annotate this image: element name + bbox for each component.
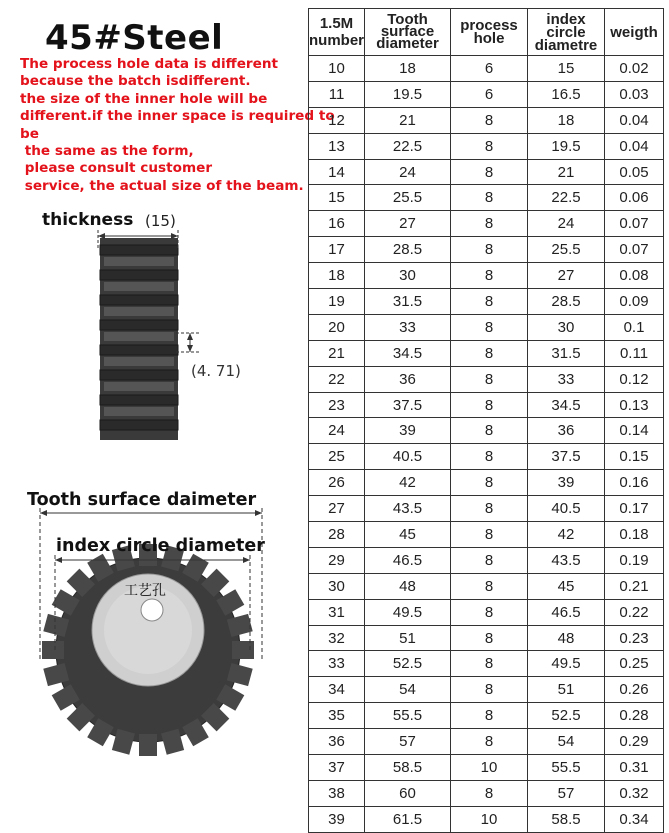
cell-weight: 0.14 xyxy=(605,418,664,444)
cell-index-diameter: 31.5 xyxy=(528,340,605,366)
cell-index-diameter: 24 xyxy=(528,211,605,237)
cell-tooth-diameter: 37.5 xyxy=(365,392,451,418)
cell-tooth-diameter: 60 xyxy=(365,780,451,806)
cell-index-diameter: 45 xyxy=(528,573,605,599)
cell-tooth-diameter: 22.5 xyxy=(365,133,451,159)
cell-index-diameter: 33 xyxy=(528,366,605,392)
cell-process-hole: 8 xyxy=(451,185,528,211)
cell-index-diameter: 27 xyxy=(528,263,605,289)
cell-number: 23 xyxy=(309,392,365,418)
table-row xyxy=(309,496,664,522)
table-row xyxy=(309,755,664,781)
cell-number: 31 xyxy=(309,599,365,625)
cell-number: 29 xyxy=(309,547,365,573)
table-row xyxy=(309,392,664,418)
header-number: 1.5M number xyxy=(309,9,365,56)
cell-process-hole: 10 xyxy=(451,755,528,781)
cell-weight: 0.13 xyxy=(605,392,664,418)
cell-process-hole: 10 xyxy=(451,806,528,832)
cell-tooth-diameter: 18 xyxy=(365,56,451,82)
cell-process-hole: 8 xyxy=(451,237,528,263)
cell-weight: 0.22 xyxy=(605,599,664,625)
gear-side-view xyxy=(98,230,200,440)
cell-index-diameter: 36 xyxy=(528,418,605,444)
cell-tooth-diameter: 39 xyxy=(365,418,451,444)
cell-weight: 0.28 xyxy=(605,703,664,729)
cell-weight: 0.32 xyxy=(605,780,664,806)
cell-index-diameter: 57 xyxy=(528,780,605,806)
cell-number: 10 xyxy=(309,56,365,82)
cell-process-hole: 8 xyxy=(451,625,528,651)
cell-process-hole: 8 xyxy=(451,159,528,185)
cell-index-diameter: 21 xyxy=(528,159,605,185)
cell-tooth-diameter: 30 xyxy=(365,263,451,289)
cell-process-hole: 8 xyxy=(451,651,528,677)
note-line: the size of the inner hole will be xyxy=(20,90,268,107)
cell-index-diameter: 52.5 xyxy=(528,703,605,729)
index-circle-label: index circle diameter xyxy=(56,536,265,556)
cell-tooth-diameter: 58.5 xyxy=(365,755,451,781)
cell-process-hole: 8 xyxy=(451,314,528,340)
table-row xyxy=(309,444,664,470)
cell-process-hole: 6 xyxy=(451,56,528,82)
table-row xyxy=(309,56,664,82)
cell-process-hole: 8 xyxy=(451,470,528,496)
cell-process-hole: 8 xyxy=(451,780,528,806)
table-row xyxy=(309,133,664,159)
table-row xyxy=(309,573,664,599)
cell-tooth-diameter: 34.5 xyxy=(365,340,451,366)
cell-number: 35 xyxy=(309,703,365,729)
cell-number: 18 xyxy=(309,263,365,289)
cell-tooth-diameter: 55.5 xyxy=(365,703,451,729)
note-line: The process hole data is different xyxy=(20,56,279,72)
note-line: different.if the inner space is required to xyxy=(20,108,335,125)
cell-index-diameter: 19.5 xyxy=(528,133,605,159)
cell-index-diameter: 40.5 xyxy=(528,496,605,522)
cell-weight: 0.06 xyxy=(605,185,664,211)
cell-weight: 0.19 xyxy=(605,547,664,573)
cell-number: 38 xyxy=(309,780,365,806)
cell-weight: 0.15 xyxy=(605,444,664,470)
cell-process-hole: 8 xyxy=(451,133,528,159)
cell-weight: 0.25 xyxy=(605,651,664,677)
cell-number: 14 xyxy=(309,159,365,185)
cell-process-hole: 8 xyxy=(451,677,528,703)
cell-process-hole: 8 xyxy=(451,496,528,522)
cell-index-diameter: 37.5 xyxy=(528,444,605,470)
cell-weight: 0.16 xyxy=(605,470,664,496)
table-row xyxy=(309,599,664,625)
cell-tooth-diameter: 31.5 xyxy=(365,289,451,315)
header-process-hole: process hole xyxy=(451,9,528,56)
cell-process-hole: 8 xyxy=(451,418,528,444)
cell-number: 27 xyxy=(309,496,365,522)
table-row xyxy=(309,418,664,444)
table-row xyxy=(309,314,664,340)
cell-number: 39 xyxy=(309,806,365,832)
cell-number: 37 xyxy=(309,755,365,781)
process-hole-label: 工艺孔 xyxy=(124,583,166,599)
table-row xyxy=(309,185,664,211)
cell-weight: 0.12 xyxy=(605,366,664,392)
cell-weight: 0.05 xyxy=(605,159,664,185)
cell-index-diameter: 42 xyxy=(528,522,605,548)
cell-process-hole: 8 xyxy=(451,703,528,729)
cell-index-diameter: 55.5 xyxy=(528,755,605,781)
cell-number: 22 xyxy=(309,366,365,392)
cell-number: 26 xyxy=(309,470,365,496)
note-line: because the batch isdifferent. xyxy=(20,73,251,90)
note-line: be xyxy=(20,125,39,142)
cell-process-hole: 8 xyxy=(451,444,528,470)
cell-process-hole: 8 xyxy=(451,573,528,599)
cell-index-diameter: 43.5 xyxy=(528,547,605,573)
cell-number: 30 xyxy=(309,573,365,599)
cell-tooth-diameter: 49.5 xyxy=(365,599,451,625)
cell-number: 25 xyxy=(309,444,365,470)
cell-number: 28 xyxy=(309,522,365,548)
cell-weight: 0.1 xyxy=(605,314,664,340)
cell-index-diameter: 49.5 xyxy=(528,651,605,677)
cell-tooth-diameter: 36 xyxy=(365,366,451,392)
cell-weight: 0.04 xyxy=(605,133,664,159)
cell-number: 12 xyxy=(309,107,365,133)
table-row xyxy=(309,340,664,366)
cell-process-hole: 8 xyxy=(451,211,528,237)
note-line: please consult customer xyxy=(20,160,213,177)
cell-tooth-diameter: 42 xyxy=(365,470,451,496)
cell-process-hole: 8 xyxy=(451,263,528,289)
cell-tooth-diameter: 43.5 xyxy=(365,496,451,522)
thickness-value: (15) xyxy=(145,212,176,230)
table-row xyxy=(309,237,664,263)
tooth-dimension-value: (4. 71) xyxy=(191,362,241,380)
cell-tooth-diameter: 24 xyxy=(365,159,451,185)
cell-weight: 0.23 xyxy=(605,625,664,651)
cell-process-hole: 8 xyxy=(451,289,528,315)
table-row xyxy=(309,366,664,392)
cell-index-diameter: 22.5 xyxy=(528,185,605,211)
cell-tooth-diameter: 57 xyxy=(365,729,451,755)
table-row xyxy=(309,729,664,755)
cell-weight: 0.21 xyxy=(605,573,664,599)
cell-weight: 0.11 xyxy=(605,340,664,366)
table-row xyxy=(309,625,664,651)
cell-tooth-diameter: 46.5 xyxy=(365,547,451,573)
cell-tooth-diameter: 45 xyxy=(365,522,451,548)
cell-weight: 0.31 xyxy=(605,755,664,781)
table-row xyxy=(309,522,664,548)
cell-weight: 0.07 xyxy=(605,237,664,263)
cell-index-diameter: 16.5 xyxy=(528,81,605,107)
table-row xyxy=(309,289,664,315)
cell-tooth-diameter: 33 xyxy=(365,314,451,340)
table-row xyxy=(309,547,664,573)
cell-weight: 0.17 xyxy=(605,496,664,522)
cell-index-diameter: 30 xyxy=(528,314,605,340)
cell-index-diameter: 54 xyxy=(528,729,605,755)
cell-tooth-diameter: 61.5 xyxy=(365,806,451,832)
cell-weight: 0.26 xyxy=(605,677,664,703)
cell-weight: 0.34 xyxy=(605,806,664,832)
cell-weight: 0.03 xyxy=(605,81,664,107)
thickness-label: thickness xyxy=(42,210,134,230)
cell-process-hole: 8 xyxy=(451,729,528,755)
note-line: service, the actual size of the beam. xyxy=(20,177,304,194)
cell-weight: 0.08 xyxy=(605,263,664,289)
header-tooth-diameter: Tooth surface diameter xyxy=(365,9,451,56)
cell-index-diameter: 28.5 xyxy=(528,289,605,315)
cell-process-hole: 8 xyxy=(451,107,528,133)
cell-weight: 0.07 xyxy=(605,211,664,237)
cell-number: 21 xyxy=(309,340,365,366)
cell-weight: 0.02 xyxy=(605,56,664,82)
cell-process-hole: 8 xyxy=(451,366,528,392)
cell-index-diameter: 46.5 xyxy=(528,599,605,625)
table-row xyxy=(309,780,664,806)
cell-number: 16 xyxy=(309,211,365,237)
table-row xyxy=(309,677,664,703)
table-row xyxy=(309,703,664,729)
cell-tooth-diameter: 54 xyxy=(365,677,451,703)
cell-weight: 0.09 xyxy=(605,289,664,315)
cell-tooth-diameter: 40.5 xyxy=(365,444,451,470)
cell-process-hole: 8 xyxy=(451,599,528,625)
cell-number: 36 xyxy=(309,729,365,755)
cell-number: 33 xyxy=(309,651,365,677)
table-row xyxy=(309,211,664,237)
cell-process-hole: 8 xyxy=(451,340,528,366)
cell-number: 13 xyxy=(309,133,365,159)
cell-number: 15 xyxy=(309,185,365,211)
cell-index-diameter: 39 xyxy=(528,470,605,496)
cell-weight: 0.29 xyxy=(605,729,664,755)
cell-process-hole: 8 xyxy=(451,522,528,548)
tooth-surface-label: Tooth surface daimeter xyxy=(27,490,257,510)
cell-process-hole: 6 xyxy=(451,81,528,107)
cell-index-diameter: 34.5 xyxy=(528,392,605,418)
cell-index-diameter: 58.5 xyxy=(528,806,605,832)
cell-number: 20 xyxy=(309,314,365,340)
table-row xyxy=(309,159,664,185)
process-hole-note xyxy=(20,56,340,195)
cell-number: 32 xyxy=(309,625,365,651)
cell-number: 34 xyxy=(309,677,365,703)
cell-number: 17 xyxy=(309,237,365,263)
table-row xyxy=(309,806,664,832)
cell-weight: 0.04 xyxy=(605,107,664,133)
table-row xyxy=(309,651,664,677)
table-row xyxy=(309,263,664,289)
table-row xyxy=(309,470,664,496)
cell-index-diameter: 48 xyxy=(528,625,605,651)
header-index-diameter: index circle diametre xyxy=(528,9,605,56)
cell-number: 19 xyxy=(309,289,365,315)
cell-process-hole: 8 xyxy=(451,547,528,573)
cell-number: 11 xyxy=(309,81,365,107)
cell-process-hole: 8 xyxy=(451,392,528,418)
cell-tooth-diameter: 48 xyxy=(365,573,451,599)
spec-table xyxy=(308,8,664,833)
page-title: 45#Steel xyxy=(45,18,224,58)
cell-weight: 0.18 xyxy=(605,522,664,548)
cell-index-diameter: 18 xyxy=(528,107,605,133)
table-header-row xyxy=(309,9,664,56)
cell-index-diameter: 15 xyxy=(528,56,605,82)
cell-tooth-diameter: 25.5 xyxy=(365,185,451,211)
note-line: the same as the form, xyxy=(20,143,194,160)
table-row xyxy=(309,81,664,107)
cell-index-diameter: 25.5 xyxy=(528,237,605,263)
cell-index-diameter: 51 xyxy=(528,677,605,703)
cell-tooth-diameter: 21 xyxy=(365,107,451,133)
cell-tooth-diameter: 27 xyxy=(365,211,451,237)
cell-tooth-diameter: 19.5 xyxy=(365,81,451,107)
cell-tooth-diameter: 51 xyxy=(365,625,451,651)
cell-tooth-diameter: 28.5 xyxy=(365,237,451,263)
cell-number: 24 xyxy=(309,418,365,444)
header-weight: weigth xyxy=(605,9,664,56)
table-row xyxy=(309,107,664,133)
cell-tooth-diameter: 52.5 xyxy=(365,651,451,677)
